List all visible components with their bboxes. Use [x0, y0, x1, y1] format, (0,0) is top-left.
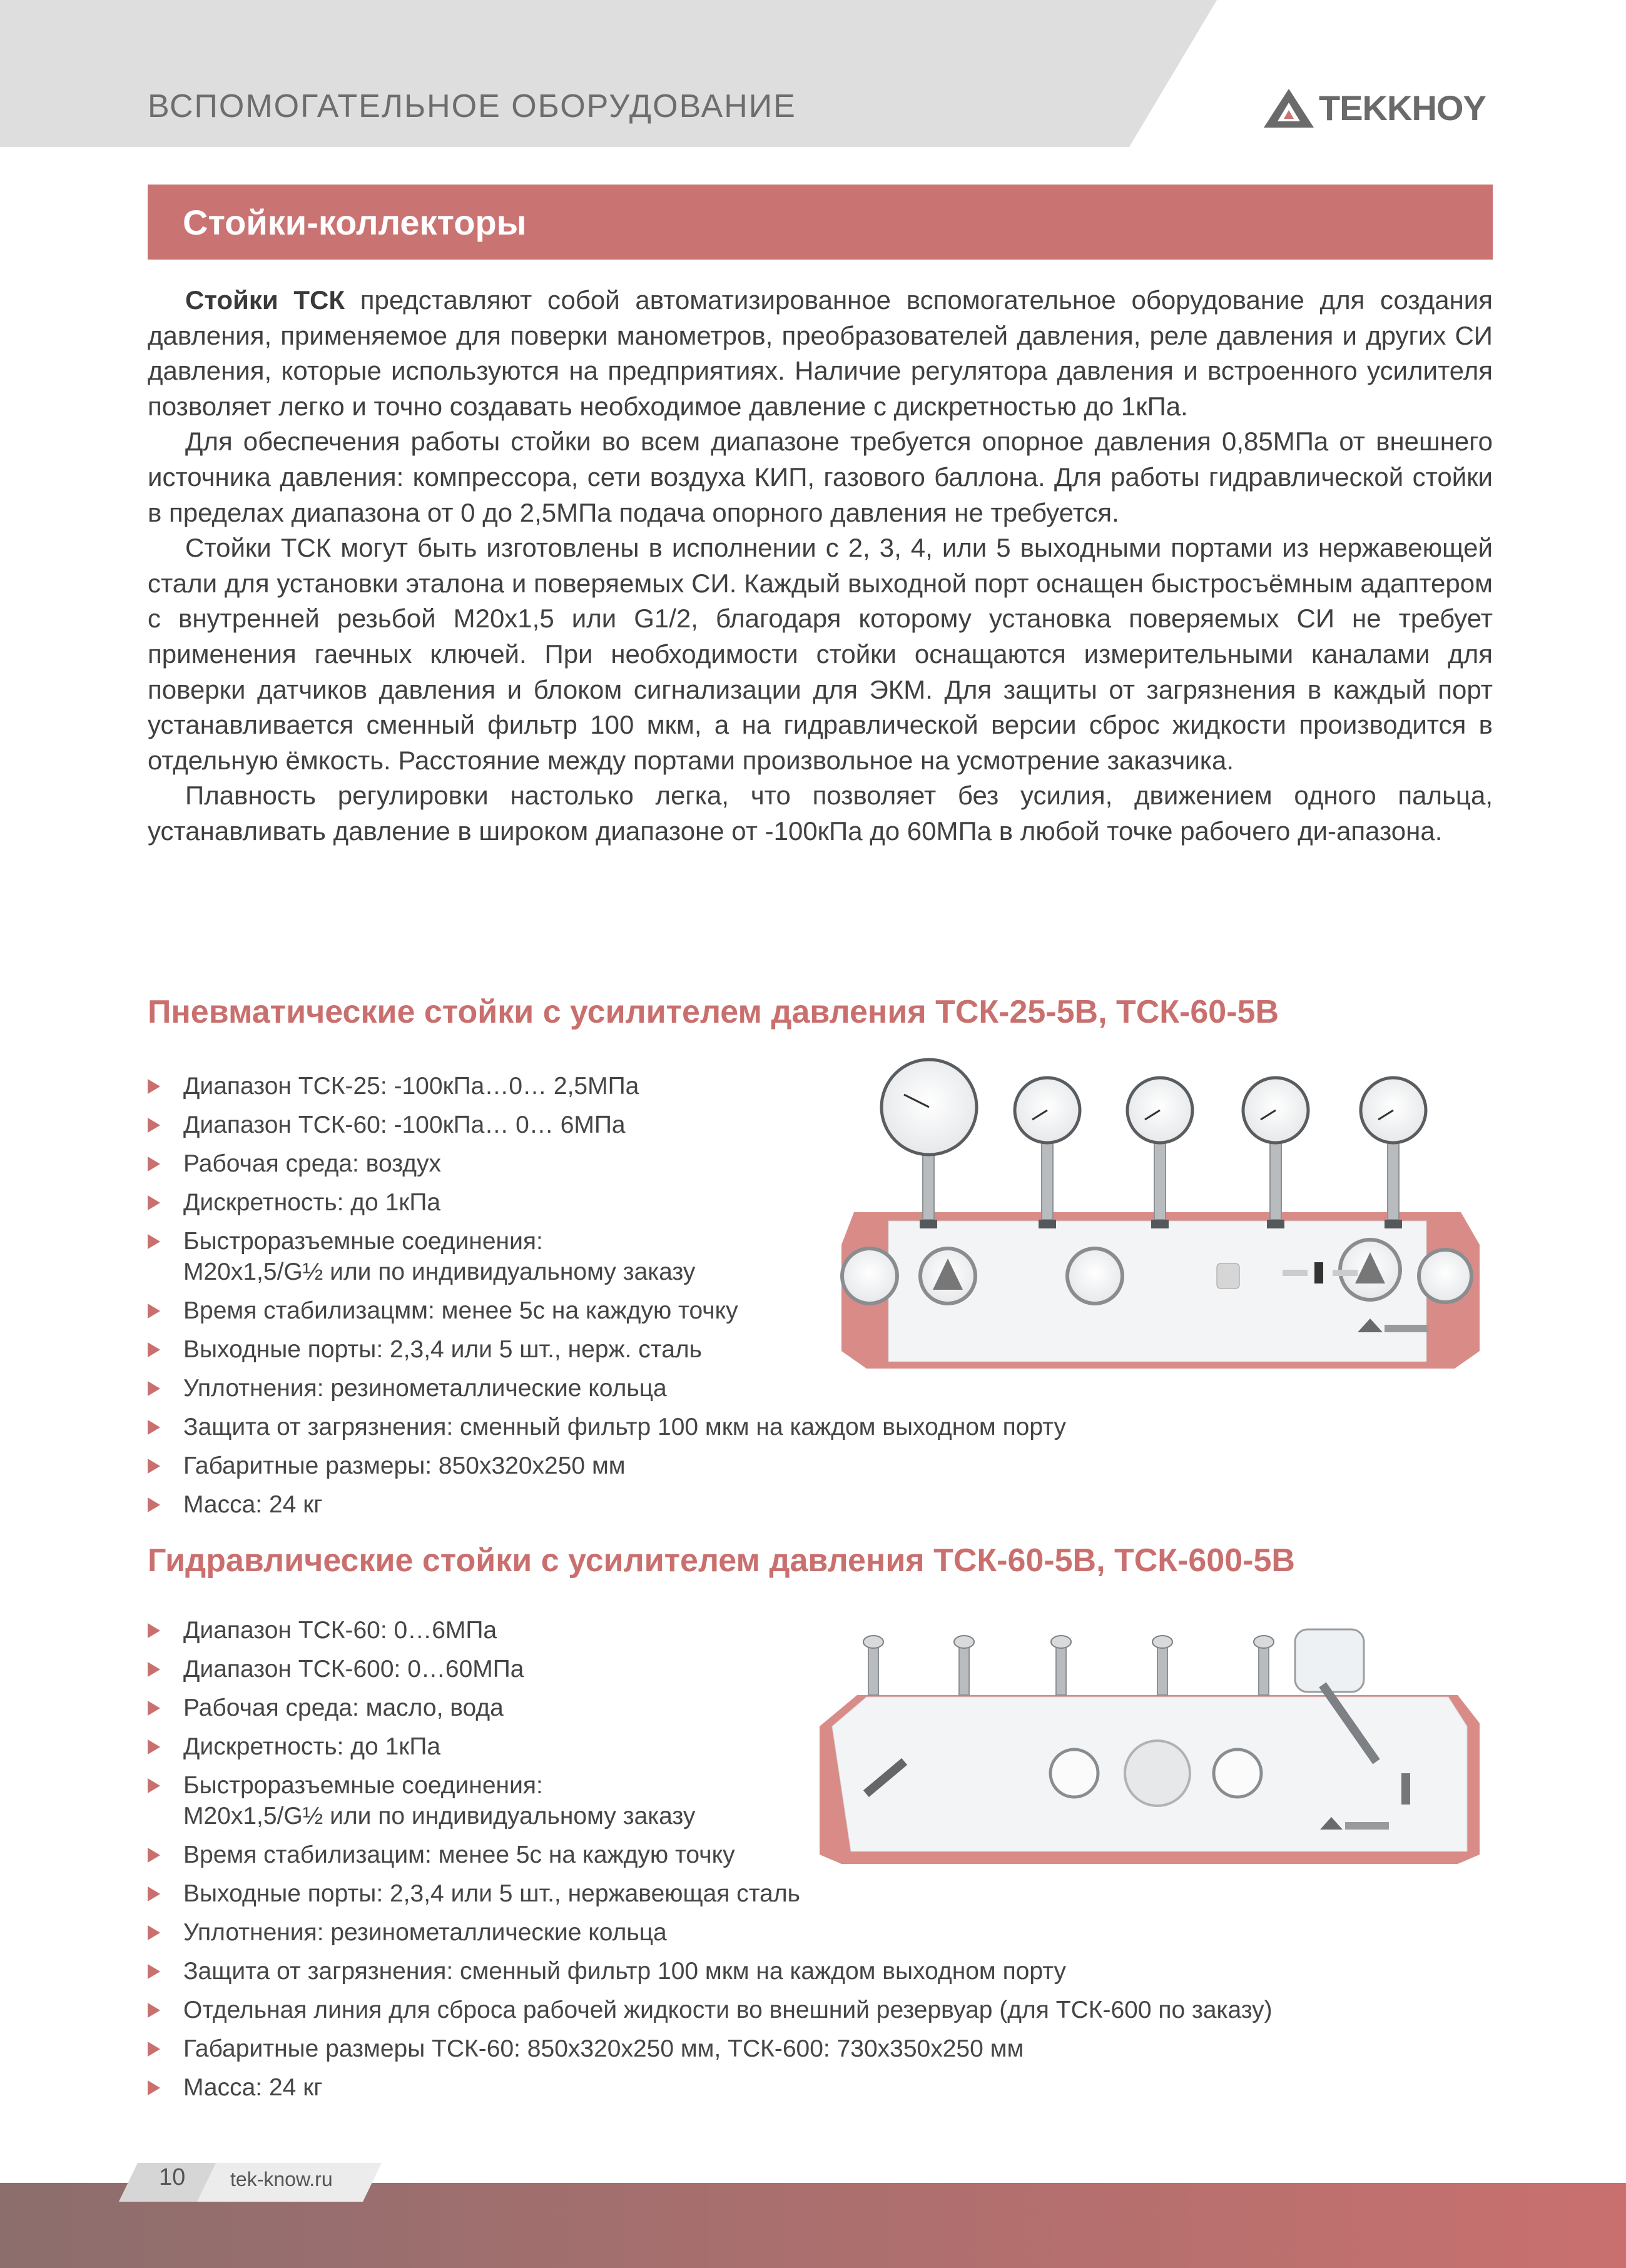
list-item: Масса: 24 кг	[148, 2072, 1273, 2103]
list-item-continuation: М20х1,5/G½ или по индивидуальному заказу	[183, 1258, 696, 1285]
bullet-arrow-icon	[148, 1118, 160, 1133]
main-heading-bar	[148, 185, 1493, 260]
list-item: Выходные порты: 2,3,4 или 5 шт., нерж. сталь	[148, 1334, 1066, 1365]
bullet-arrow-icon	[148, 1848, 160, 1863]
page-title: Стойки-коллекторы	[183, 203, 527, 242]
hydraulic-stand-photo	[807, 1623, 1492, 1864]
list-item: Время стабилизацмм: менее 5с на каждую точку	[148, 1295, 1066, 1326]
bullet-arrow-icon	[148, 1886, 160, 1901]
bullet-arrow-icon	[148, 1739, 160, 1754]
bullet-arrow-icon	[148, 2042, 160, 2057]
list-item: Масса: 24 кг	[148, 1489, 1066, 1520]
intro-text	[148, 283, 1493, 849]
bullet-arrow-icon	[148, 1342, 160, 1357]
list-item: Защита от загрязнения: сменный фильтр 100 мкм на каждом выходном порту	[148, 1412, 1066, 1442]
section-title: ВСПОМОГАТЕЛЬНОЕ ОБОРУДОВАНИЕ	[148, 88, 796, 124]
list-item: Быстроразъемные соединения:	[148, 1226, 1066, 1257]
bullet-arrow-icon	[148, 1304, 160, 1319]
bullet-arrow-icon	[148, 1079, 160, 1094]
bullet-arrow-icon	[148, 1195, 160, 1210]
intro-paragraph-1	[148, 283, 1493, 424]
list-item: Дискретность: до 1кПа	[148, 1731, 1273, 1762]
list-item-continuation: М20х1,5/G½ или по индивидуальному заказу	[183, 1803, 696, 1830]
list-item: Диапазон ТСК-25: -100кПа…0… 2,5МПа	[148, 1071, 1066, 1101]
bullet-arrow-icon	[148, 1662, 160, 1677]
list-item: Выходные порты: 2,3,4 или 5 шт., нержавеющая сталь	[148, 1878, 1273, 1909]
company-logo	[1263, 86, 1500, 130]
intro-paragraph-4: Плавность регулировки настолько легка, что позволяет без усилия, движением одного пальца, устанавливать давление в широком диапазоне от -100кПа до 60МПа в любой точке рабочего ди-апазона.	[148, 781, 1493, 846]
pneumatic-stand-photo	[829, 1057, 1492, 1370]
list-item: Время стабилизацим: менее 5с на каждую точку	[148, 1840, 1273, 1870]
pneumatic-heading: Пневматические стойки с усилителем давления ТСК-25-5В, ТСК-60-5В	[148, 994, 1279, 1030]
intro-p1-text: представляют собой автоматизированное вспомогательное оборудование для создания давления, применяемое для поверки манометров, преобразователей давления, реле давления и других СИ давления, которые используются на предприятиях. Наличие регулятора давления и встроенного усилителя позволяет легко и точно создавать необходимое давление с дискретностью до 1кПа.	[148, 285, 1493, 421]
list-item: Уплотнения: резинометаллические кольца	[148, 1373, 1066, 1404]
logo-text: TEKKHOY	[1319, 88, 1486, 128]
bullet-arrow-icon	[148, 1778, 160, 1793]
bullet-arrow-icon	[148, 1459, 160, 1474]
list-item: Диапазон ТСК-60: -100кПа… 0… 6МПа	[148, 1110, 1066, 1140]
list-item: Отдельная линия для сброса рабочей жидкости во внешний резервуар (для ТСК-600 по заказу)	[148, 1995, 1273, 2025]
bullet-arrow-icon	[148, 1925, 160, 1940]
intro-paragraph-2: Для обеспечения работы стойки во всем диапазоне требуется опорное давления 0,85МПа от внешнего источника давления: компрессора, сети воздуха КИП, газового баллона. Для работы гидравлической стойки в пределах диапазона от 0 до 2,5МПа подача опорного давления не требуется.	[148, 427, 1493, 527]
bullet-arrow-icon	[148, 1157, 160, 1172]
bullet-arrow-icon	[148, 2080, 160, 2095]
website-link[interactable]: tek-know.ru	[230, 2168, 333, 2190]
list-item: Защита от загрязнения: сменный фильтр 100 мкм на каждом выходном порту	[148, 1956, 1273, 1987]
bullet-arrow-icon	[148, 2003, 160, 2018]
bullet-arrow-icon	[148, 1381, 160, 1396]
intro-paragraph-3: Стойки ТСК могут быть изготовлены в исполнении с 2, 3, 4, или 5 выходными портами из нержавеющей стали для установки эталона и поверяемых СИ. Каждый выходной порт оснащен быстросъёмным адаптером с внутренней резьбой М20х1,5 или G1/2, благодаря которому установка поверяемых СИ не требует применения гаечных ключей. При необходимости стойки оснащаются измерительными каналами для поверки датчиков давления и блоком сигнализации для ЭКМ. Для защиты от загрязнения в каждый порт устанавливается сменный фильтр 100 мкм, а на гидравлической версии сброс жидкости производится в отдельную ёмкость. Расстояние между портами произвольное на усмотрение заказчика.	[148, 533, 1493, 775]
list-item: Габаритные размеры ТСК-60: 850х320х250 мм, ТСК-600: 730х350х250 мм	[148, 2033, 1273, 2064]
bullet-arrow-icon	[148, 1420, 160, 1435]
bullet-arrow-icon	[148, 1964, 160, 1979]
list-item: Быстроразъемные соединения:	[148, 1770, 1273, 1801]
hydraulic-heading: Гидравлические стойки с усилителем давления ТСК-60-5В, ТСК-600-5В	[148, 1542, 1295, 1579]
page-number: 10	[159, 2164, 186, 2190]
intro-lead-bold: Стойки ТСК	[185, 285, 345, 315]
list-item: Диапазон ТСК-600: 0…60МПа	[148, 1654, 1273, 1684]
bullet-arrow-icon	[148, 1234, 160, 1249]
logo-triangle-icon	[1263, 86, 1315, 130]
list-item: Габаритные размеры: 850х320х250 мм	[148, 1450, 1066, 1481]
list-item: Уплотнения: резинометаллические кольца	[148, 1917, 1273, 1948]
bullet-arrow-icon	[148, 1497, 160, 1512]
bullet-arrow-icon	[148, 1623, 160, 1638]
bullet-arrow-icon	[148, 1701, 160, 1716]
list-item: Рабочая среда: масло, вода	[148, 1693, 1273, 1723]
list-item: Рабочая среда: воздух	[148, 1148, 1066, 1179]
list-item: Диапазон ТСК-60: 0…6МПа	[148, 1615, 1273, 1646]
list-item: Дискретность: до 1кПа	[148, 1187, 1066, 1218]
